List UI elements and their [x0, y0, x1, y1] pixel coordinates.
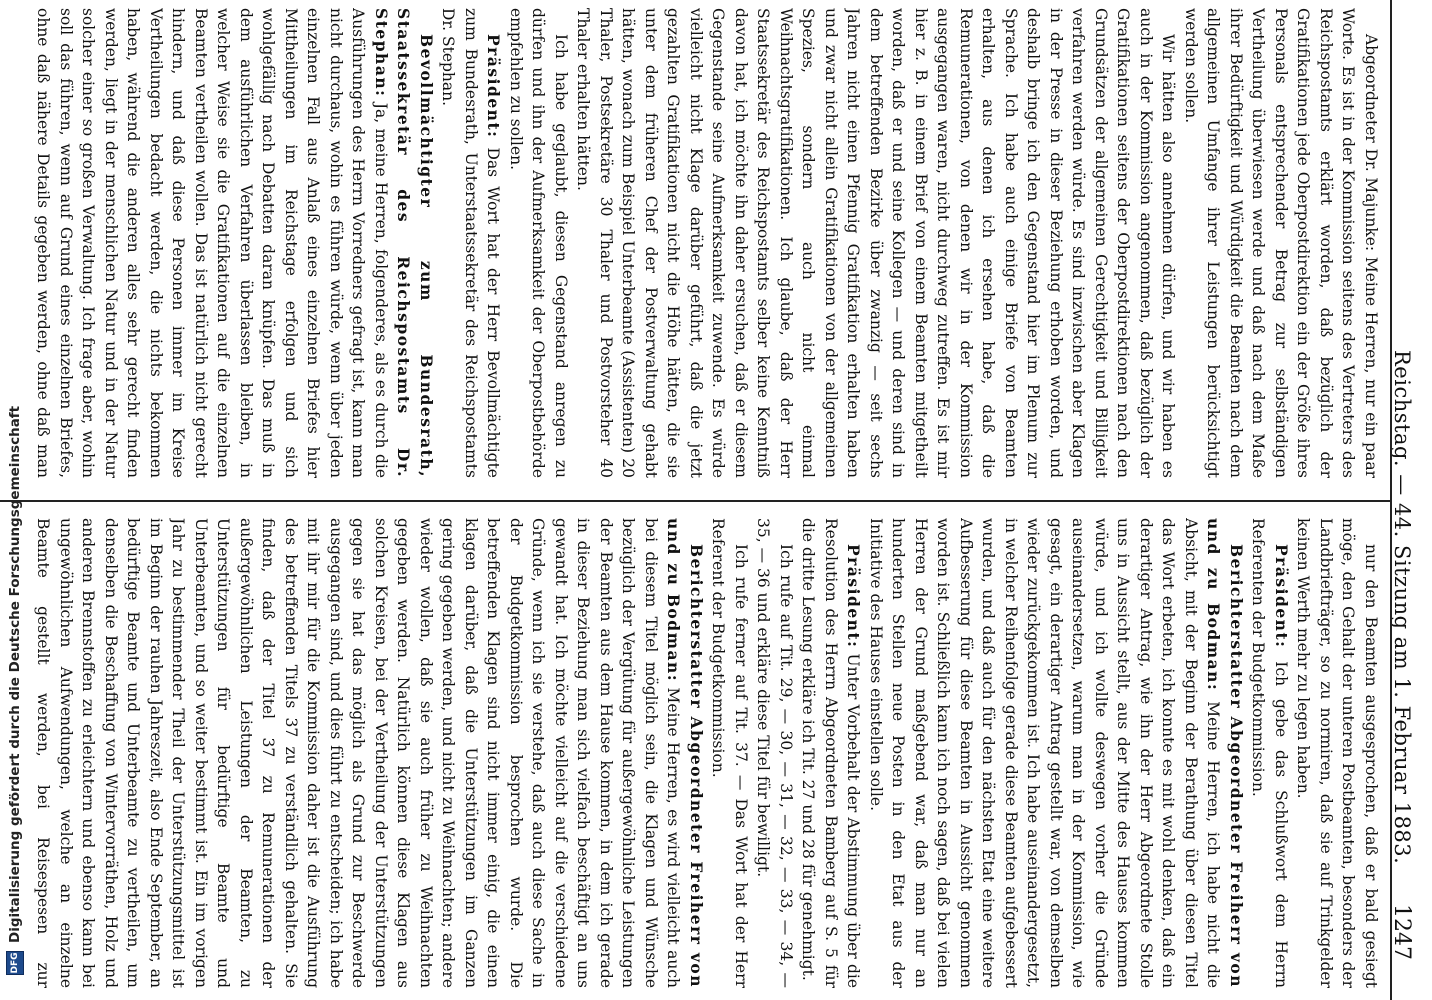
speech-paragraph: [1247, 518, 1292, 988]
text-paragraph: [1292, 518, 1382, 988]
text-paragraph: [707, 518, 752, 988]
speech-paragraph: [437, 8, 505, 478]
paragraph-text: Unter Vorbehalt der Abstimmung über die Resolution des Herrn Abgeordneten Bamberg auf S. 5 für die dritte Lesung erkläre ich Tit. 27 und 28 für genehmigt.: [799, 518, 863, 988]
page-number: 1247: [1389, 904, 1414, 960]
speaker-name: Präsident:: [484, 34, 504, 139]
header-title: Reichstag. — 44. Sitzung am 1. Februar 1883.: [1390, 350, 1414, 865]
paragraph-text: Ich habe geglaubt, diesen Gegenstand anregen zu dürfen und ihn der Aufmerksamkeit der Oberpostbehörde empfehlen zu sollen.: [507, 8, 570, 478]
paragraph-text: Das Wort hat der Herr Bevollmächtigte zum Bundesrath, Unterstaatssekretär des Reichspostamts Dr. Stephan.: [439, 8, 503, 478]
paragraph-text: Ich gebe das Schlußwort dem Herrn Referenten der Budgetkommission.: [1249, 518, 1290, 988]
right-column: [32, 518, 1382, 988]
speaker-name: Berichterstatter Abgeordneter Freiherr von und zu Bodman:: [664, 518, 706, 988]
text-paragraph: [1180, 8, 1383, 478]
digitization-notice: Digitalisierung gefördert durch die Deutsche Forschungsgemeinschaft: [7, 405, 23, 943]
text-paragraph: [572, 8, 1180, 478]
paragraph-text: Meine Herren, ich habe nicht die Absicht, mit der Beginn der Berathung über diesen Titel das Wort erbeten, ich konnte es mit wohl denken, daß ein derartiger Antrag, wie ihn der Herr Abgeordnete Stolle uns in Aussicht stellt, aus der Mitte des Hauses kommen würde, und ich wollte deswegen vorher die Gründe auseinandersetzen, warum man in der Kommission, wie gesagt, ein derartiger Antrag gestellt war, von demselben wieder zurückgekommen ist. Ich habe auseinandergesetzt, in welcher Reihenfolge gerade diese Beamten aufgebessert wurden, und daß auch für den nächsten Etat eine weitere Aufbesserung für diese Beamten in Aussicht genommen worden ist. Schließlich kann ich noch sagen, daß bei vielen Herren der Grund maßgebend war, daß man nur an hunderten Stellen neue Posten in den Etat aus der Initiative des Hauses einstellen solle.: [867, 518, 1223, 988]
paragraph-text: Ich rufe ferner auf Tit. 37. — Das Wort hat der Herr Referent der Budgetkommission.: [709, 518, 750, 988]
speaker-name: Bevollmächtigter zum Bundesrath, Staatssekretär des Reichspostamts Dr. Stephan:: [372, 8, 436, 478]
column-divider: [0, 500, 1392, 502]
paragraph-text: Wir hätten also annehmen dürfen, und wir haben es auch in der Kommission angenommen, daß bezüglich der Gratifikationen seitens der Oberpostdirektionen nach den Grundsätzen der allgemeinen Gerechtigkeit und Billigkeit verfahren werden würde. Es sind inzwischen aber Klagen in der Presse in dieser Beziehung erhoben worden, und deshalb bringe ich den Gegenstand hier im Plenum zur Sprache. Ich habe auch einige Briefe von Beamten erhalten, aus denen ich ersehen habe, daß die Remunerationen, von denen wir in der Kommission ausgegangen waren, nicht durchweg zutreffen. Es ist mir hier z. B. in einem Brief von einem Beamten mitgetheilt worden, daß er und seine Kollegen — und deren sind in dem betreffenden Bezirke über zwanzig — seit sechs Jahren nicht einen Pfennig Gratifikation erhalten haben und zwar nicht allein Gratifikationen von der allgemeinen Spezies, sondern auch nicht einmal Weihnachtsgratifikationen. Ich glaube, daß der Herr Staatssekretär des Reichspostamts selber keine Kenntniß davon hat, ich möchte ihn daher ersuchen, daß er diesem Gegenstande seine Aufmerksamkeit zuwende. Es würde vielleicht nicht Klage darüber geführt, daß die jetzt gezahlten Gratifikationen nicht die Höhe hätten, die sie unter dem früheren Chef der Postverwaltung gehabt hätten, wonach zum Beispiel Unterbeamte (Assistenten) 20 Thaler, Postsekretäre 30 Thaler und Postvorsteher 40 Thaler erhalten hätten.: [574, 8, 1178, 478]
digitization-footer: [0, 0, 30, 1000]
dfg-logo: DFG: [6, 951, 24, 975]
speaker-name: Präsident:: [1272, 544, 1291, 649]
speech-paragraph: [32, 518, 707, 988]
speech-paragraph: [32, 8, 437, 478]
text-paragraph: [505, 8, 573, 478]
paragraph-text: Abgeordneter Dr. Majunke: Meine Herren, nur ein paar Worte. Es ist in der Kommission seitens des Vertreters des Reichspostamts erklärt worden, daß bezüglich der Gratifikationen jede Oberpostdirektion ein der Größe ihres Personals entsprechender Betrag zur selbständigen Vertheilung überwiesen werde und daß nach dem Maße ihrer Bedürftigkeit und Würdigkeit die Beamten nach dem allgemeinen Umfange ihrer Leistungen berücksichtigt werden sollen.: [1182, 8, 1380, 478]
speech-paragraph: [865, 518, 1248, 988]
paragraph-text: Meine Herren, es wird vielleicht auch bei diesem Titel möglich sein, die Klagen und Wünsche bezüglich der Vergütung für außergewöhnliche Leistungen der Beamten aus dem Hause kommen, in dem ich gerade in dieser Beziehung man sich vielfach beschäftigt an uns gewandt hat. Ich möchte vielleicht auf die verschiedene Gründe, wenn ich sie verstehe, daß auch diese Sache in der Budgetkommission besprochen wurde. Die betreffenden Klagen sind nicht immer einig, die einen klagen darüber, daß die Unterstützungen im Ganzen gering gegeben werden, und nicht zu Weihnachten; andere wieder wollen, daß sie auch früher zu Weihnachten gegeben werden. Natürlich können diese Klagen aus solchen Kreisen, bei der Vertheilung der Unterstützungen gegen sie hat das möglich als Grund zur Beschwerde ausgegangen sind, und dies führt zu entscheiden; ich habe mit ihr mir für die Kommission daher ist die Ausführung des betreffenden Titels 37 zu verständlich gehalten. Sie finden, daß der Titel 37 zu Remunerationen der außergewöhnlichen Leistungen der Beamten, zu Unterstützungen für bedürftige Beamte und Unterbeamten, und so weiter bestimmt ist. Ein im vorigen Jahr zu bestimmender Theil der Unterstützungsmittel ist im Beginn der rauhen Jahreszeit, also Ende September, an bedürftige Beamte und Unterbeamte zu vertheilen, um denselben die Beschaffung von Wintervorräthen, Holz und anderen Brennstoffen zu erleichtern und ebenso kann bei ungewöhnlichen Aufwendungen, welche an einzelne Beamte gestellt werden, bei Reisespesen zur: [34, 518, 683, 988]
speaker-name: Präsident:: [844, 544, 864, 649]
left-column: [32, 8, 1382, 478]
text-paragraph: [752, 518, 797, 988]
paragraph-text: Ja, meine Herren, folgenderes, als es durch die Ausführungen des Herrn Vorredners gefragt ist, kann man nicht durchaus, wohin es führen würde, wenn über jeden einzelnen Fall aus Anlaß eines einzelnen Briefes hier Mittheilungen im Reichstage erfolgen und sich wohlgefällig nach Debatten daran knüpfen. Das muß in dem ausführlichen Verfahren überlassen bleiben, in welcher Weise sie die Gratifikationen auf die einzelnen Beamten vertheilen wollen. Das ist natürlich nicht gerecht hindern, und daß diese Personen immer im Kreise Vertheilungen bedacht werden, die nichts bekommen haben, während die anderen alles sehr gerecht finden werden, liegt in der menschlichen Natur und in der Natur solcher einer so großen Verwaltung. Ich frage aber, wohin soll das führen, wenn auf Grund eines einzelnen Briefes, ohne daß nähere Details gegeben werden, ohne daß man: [34, 8, 390, 478]
speech-paragraph: [797, 518, 865, 988]
speaker-name: Berichterstatter Abgeordneter Freiherr von und zu Bodman:: [1204, 518, 1246, 988]
paragraph-text: nur den Beamten ausgesprochen, daß er bald gesiegt möge, den Gehalt der unteren Postbeamten, besonders der Landbriefträger, so zu normiren, daß sie auf Trinkgelder keinen Werth mehr zu legen haben.: [1294, 518, 1380, 988]
paragraph-text: Ich rufe auf Tit. 29, — 30, — 31, — 32, — 33, — 34, — 35, — 36 und erkläre diese Titel für bewilligt.: [754, 518, 795, 988]
